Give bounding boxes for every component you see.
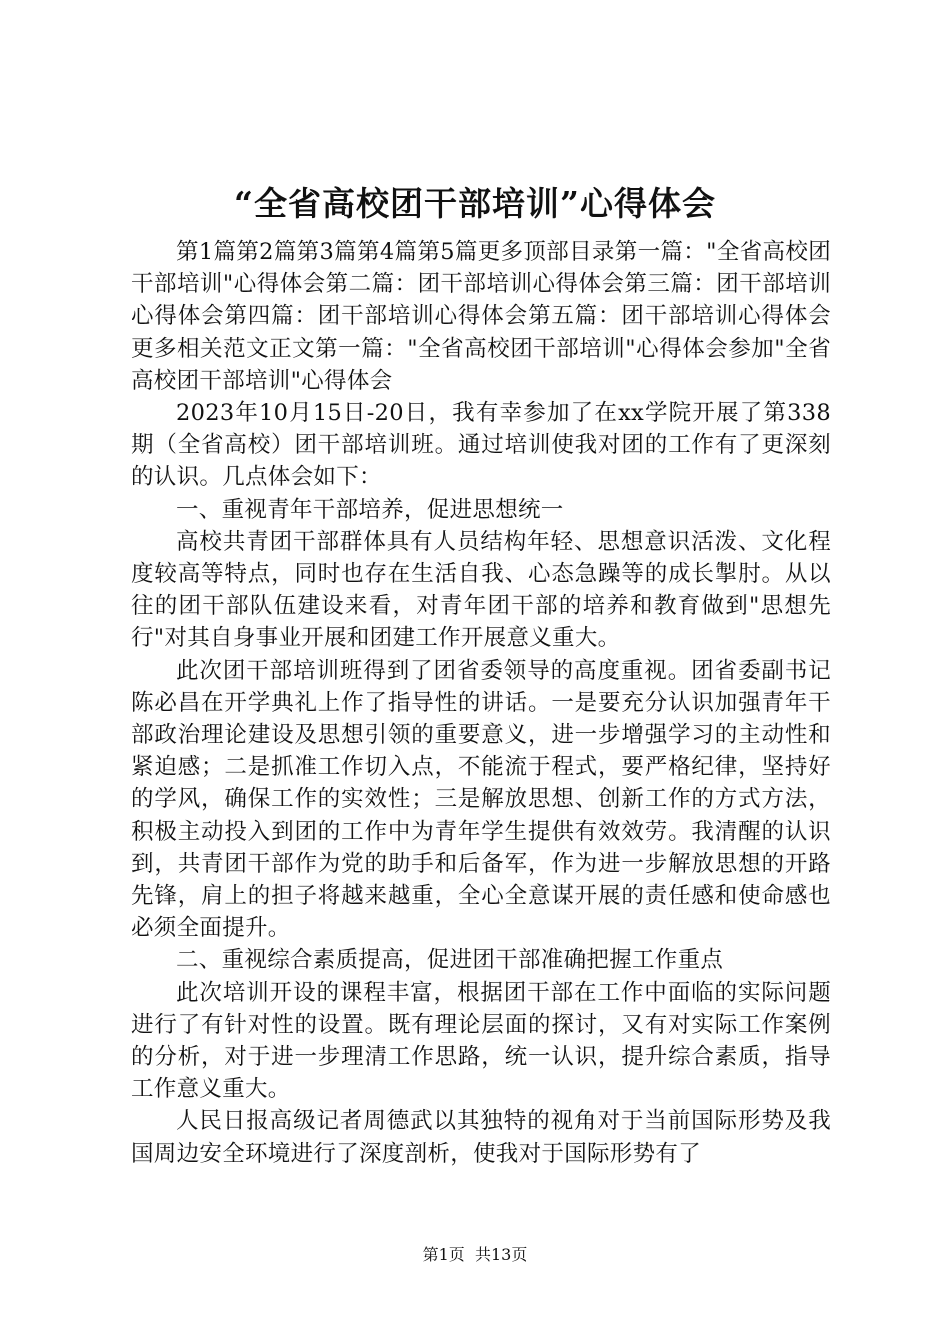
page-total: 共13页 [474,1245,528,1264]
body-paragraph: 高校共青团干部群体具有人员结构年轻、思想意识活泼、文化程度较高等特点，同时也存在生活自我、心态急躁等的成长掣肘。从以往的团干部队伍建设来看，对青年团干部的培养和教育做到"思想先行"对其自身事业开展和团建工作开展意义重大。 [131,528,831,652]
body-paragraph: 此次团干部培训班得到了团省委领导的高度重视。团省委副书记陈必昌在开学典礼上作了指导性的讲话。一是要充分认识加强青年干部政治理论建设及思想引领的重要意义，进一步增强学习的主动性和紧迫感；二是抓准工作切入点，不能流于程式，要严格纪律，坚持好的学风，确保工作的实效性；三是解放思想、创新工作的方式方法，积极主动投入到团的工作中为青年学生提供有效效劳。我清醒的认识到，共青团干部作为党的助手和后备军，作为进一步解放思想的开路先锋，肩上的担子将越来越重，全心全意谋开展的责任感和使命感也必须全面提升。 [131,657,831,942]
body-paragraph: 人民日报高级记者周德武以其独特的视角对于当前国际形势及我国周边安全环境进行了深度剖析，使我对于国际形势有了 [131,1108,831,1167]
page-number: 第1页 [422,1245,465,1264]
document-title: “全省高校团干部培训”心得体会 [234,184,716,223]
page-footer [0,1244,950,1266]
section-heading-2: 二、重视综合素质提高，促进团干部准确把握工作重点 [176,947,724,974]
section-heading-1: 一、重视青年干部培养，促进思想统一 [176,496,564,523]
intro-paragraph: 2023年10月15日-20日，我有幸参加了在xx学院开展了第338期（全省高校）团干部培训班。通过培训使我对团的工作有了更深刻的认识。几点体会如下： [131,400,831,491]
document-body [131,236,831,1170]
footer-separator [465,1245,475,1264]
toc-paragraph: 第1篇第2篇第3篇第4篇第5篇更多顶部目录第一篇："全省高校团干部培训"心得体会第二篇：团干部培训心得体会第三篇：团干部培训心得体会第四篇：团干部培训心得体会第五篇：团干部培训心得体会更多相关范文正文第一篇："全省高校团干部培训"心得体会参加"全省高校团干部培训"心得体会 [131,239,831,394]
body-paragraph: 此次培训开设的课程丰富，根据团干部在工作中面临的实际问题进行了有针对性的设置。既有理论层面的探讨，又有对实际工作案例的分析，对于进一步理清工作思路，统一认识，提升综合素质，指导工作意义重大。 [131,979,831,1103]
